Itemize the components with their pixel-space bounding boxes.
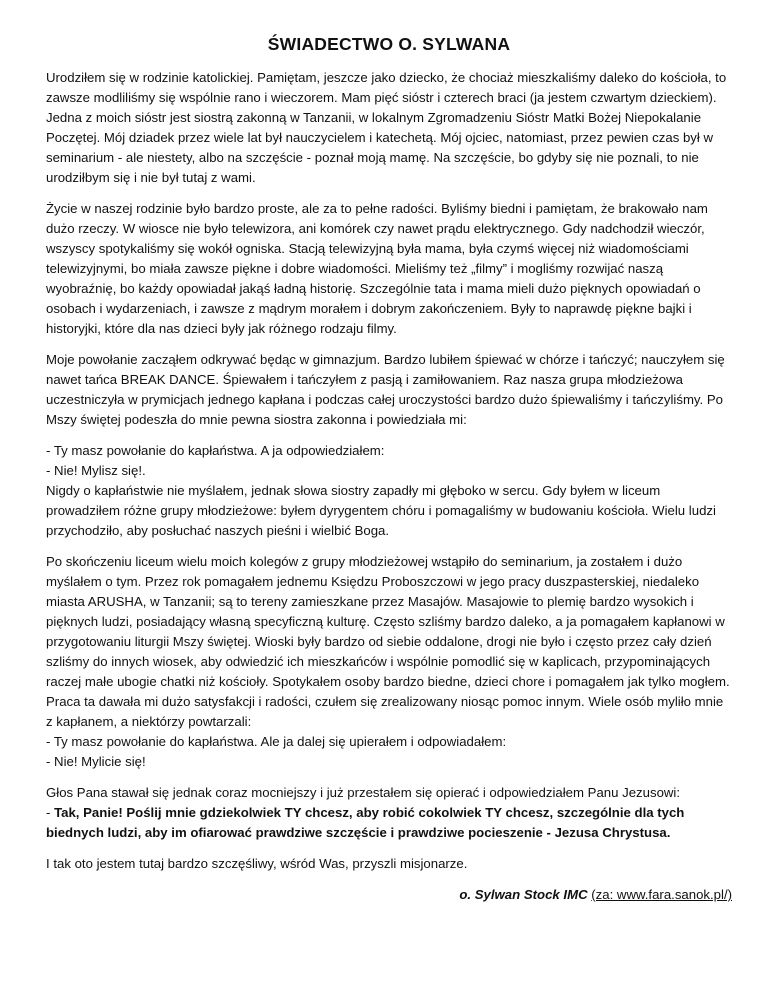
- paragraph-answer-to-god: [46, 783, 732, 843]
- signature-source-link[interactable]: (za: www.fara.sanok.pl/): [591, 887, 732, 902]
- answer-dash: -: [46, 805, 55, 820]
- dialogue-line-2: - Nie! Mylisz się!.: [46, 463, 146, 478]
- after-highschool-line-3: - Nie! Mylicie się!: [46, 754, 146, 769]
- after-highschool-line-2: - Ty masz powołanie do kapłaństwa. Ale ja dalej się upierałem i odpowiadałem:: [46, 734, 507, 749]
- paragraph-family-life: Życie w naszej rodzinie było bardzo proste, ale za to pełne radości. Byliśmy biedni i pamiętam, że brakowało nam dużo rzeczy. W wiosce nie było telewizora, ani komórek czy nawet prądu elektrycznego. Gdy nadchodził wieczór, wszyscy spotykaliśmy się wokół ogniska. Stacją telewizyjną była mama, była czymś więcej niż wiadomościami telewizyjnymi, bo miała zawsze piękne i dobre wiadomości. Mieliśmy też „filmy” i mogliśmy rozwijać naszą wyobraźnię, bo każdy opowiadał jakąś ładną historię. Szczególnie tata i mama mieli dużo pięknych opowiadań o osobach i wydarzeniach, i zawsze z mądrym morałem i dobrym zakończeniem. Były to naprawdę piękne bajki i historyjki, które dla nas dzieci były jak różnego rodzaju filmy.: [46, 201, 708, 336]
- paragraph-after-highschool: [46, 552, 732, 772]
- dialogue-rest: Nigdy o kapłaństwie nie myślałem, jednak słowa siostry zapadły mi głęboko w sercu. Gdy byłem w liceum prowadziłem różne grupy młodzieżowe: byłem dyrygentem chóru i pomagaliśmy w budowaniu kościoła. Wielu ludzi przychodziło, aby posłuchać naszych pieśni i wielbić Boga.: [46, 483, 716, 538]
- signature-name: o. Sylwan Stock IMC: [459, 887, 588, 902]
- paragraph-childhood: Urodziłem się w rodzinie katolickiej. Pamiętam, jeszcze jako dziecko, że chociaż mieszkaliśmy daleko do kościoła, to zawsze modliliśmy się wspólnie rano i wieczorem. Mam pięć sióstr i czterech braci (ja jestem czwartym dzieckiem). Jedna z moich sióstr jest siostrą zakonną w Tanzanii, w lokalnym Zgromadzeniu Sióstr Matki Bożej Niepokalanie Poczętej. Mój dziadek przez wiele lat był nauczycielem i katechetą. Mój ojciec, natomiast, przez pewien czas był w seminarium - ale niestety, albo na szczęście - poznał moją mamę. Na szczęście, bo gdyby się nie poznali, to nie urodziłbym się i nie był tutaj z wami.: [46, 70, 727, 185]
- dialogue-line-1: - Ty masz powołanie do kapłaństwa. A ja odpowiedziałem:: [46, 443, 385, 458]
- signature: [46, 885, 732, 905]
- paragraph-dialogue-sister: [46, 441, 732, 541]
- answer-bold-quote: Tak, Panie! Poślij mnie gdziekolwiek TY chcesz, aby robić cokolwiek TY chcesz, szczególnie dla tych biednych ludzi, aby im ofiarować prawdziwe szczęście i prawdziwe pocieszenie - Jezusa Chrystusa.: [46, 805, 685, 840]
- page-title: ŚWIADECTWO O. SYLWANA: [267, 34, 511, 54]
- paragraph-closing: I tak oto jestem tutaj bardzo szczęśliwy, wśród Was, przyszli misjonarze.: [46, 856, 468, 871]
- answer-intro: Głos Pana stawał się jednak coraz mocniejszy i już przestałem się opierać i odpowiedziałem Panu Jezusowi:: [46, 785, 681, 800]
- after-highschool-text: Po skończeniu liceum wielu moich kolegów z grupy młodzieżowej wstąpiło do seminarium, ja zostałem i dużo myślałem o tym. Przez rok pomagałem jednemu Księdzu Proboszczowi w jego pracy duszpasterskiej, niedaleko miasta ARUSHA, w Tanzanii; są to tereny zamieszkane przez Masajów. Masajowie to plemię bardzo wysokich i pięknych ludzi, posiadający własną specyficzną kulturę. Często szliśmy bardzo daleko, a ja pomagałem kapłanowi w przygotowaniu liturgii Mszy świętej. Wioski były bardzo od siebie oddalone, drogi nie było i często przez cały dzień szliśmy do innych wiosek, aby odwiedzić ich mieszkańców i wspólnie pomodlić się w kaplicach, przypominających raczej małe ubogie chatki niż kościoły. Spotykałem osoby bardzo biedne, dzieci chore i pomagałem jak tylko mogłem. Praca ta dawała mi dużo satysfakcji i radości, czułem się zrealizowany niosąc pomoc innym. Wiele osób myliło mnie z kapłanem, a niektórzy powtarzali:: [46, 554, 730, 729]
- paragraph-vocation-discovery: Moje powołanie zacząłem odkrywać będąc w gimnazjum. Bardzo lubiłem śpiewać w chórze i tańczyć; nauczyłem się nawet tańca BREAK DANCE. Śpiewałem i tańczyłem z pasją i zamiłowaniem. Raz nasza grupa młodzieżowa uczestniczyła w prymicjach jednego kapłana i podczas całej uroczystości bardzo dużo śpiewaliśmy i tańczyliśmy. Po Mszy świętej podeszła do mnie pewna siostra zakonna i powiedziała mi:: [46, 352, 725, 427]
